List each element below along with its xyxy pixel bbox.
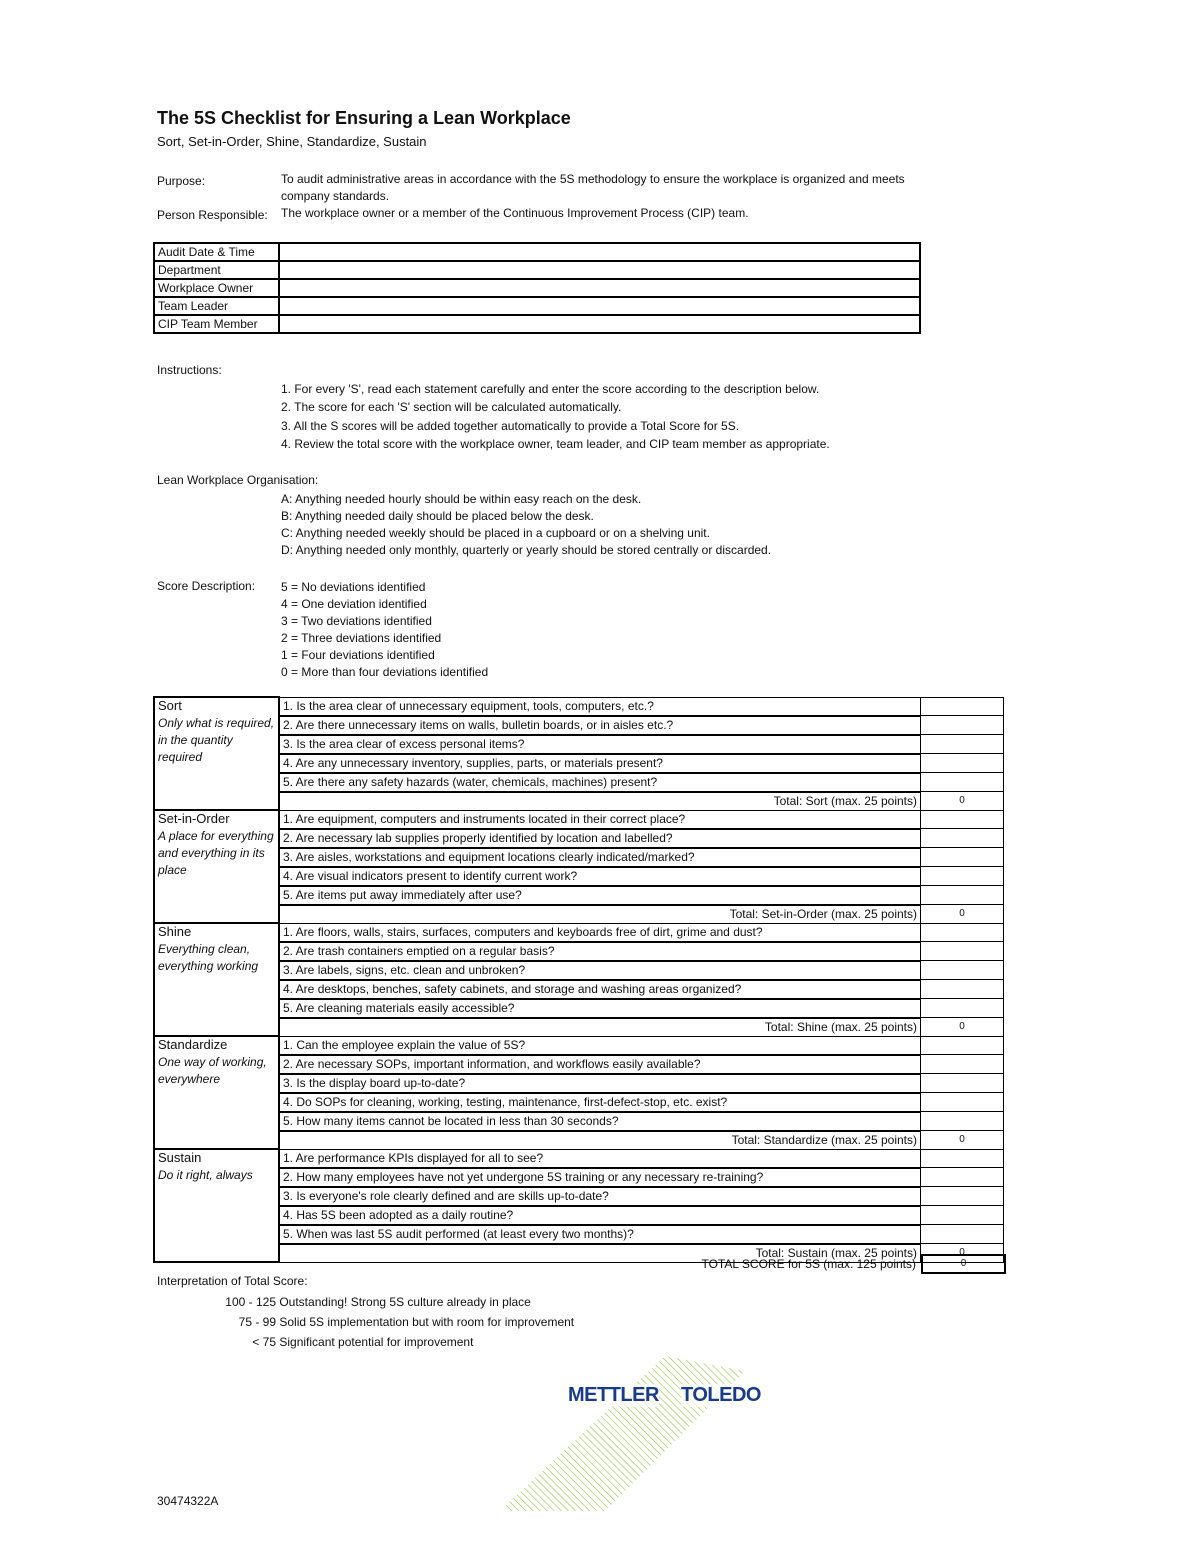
section-total-value: 0 <box>921 1131 1004 1150</box>
section-motto: A place for everything and everything in its place <box>158 829 274 877</box>
question: 1. Are performance KPIs displayed for all to see? <box>279 1149 921 1168</box>
interpretation-item <box>200 1335 700 1355</box>
mettler-toledo-logo <box>505 1356 745 1511</box>
section-name: Sort <box>158 698 182 713</box>
score-input[interactable] <box>921 1168 1004 1187</box>
question: 4. Are desktops, benches, safety cabinets, and storage and washing areas organized? <box>279 980 921 999</box>
question: 2. How many employees have not yet undergone 5S training or any necessary re-training? <box>279 1168 921 1187</box>
score-input[interactable] <box>921 716 1004 735</box>
section-total-label: Total: Sustain (max. 25 points) <box>279 1244 921 1263</box>
logo-text-left: METTLER <box>568 1384 659 1406</box>
question: 5. How many items cannot be located in less than 30 seconds? <box>279 1112 921 1131</box>
organisation-label: Lean Workplace Organisation: <box>157 473 319 487</box>
score-item: 1 = Four deviations identified <box>281 648 435 662</box>
organisation-item: D: Anything needed only monthly, quarterly or yearly should be stored centrally or discarded. <box>281 543 772 557</box>
question: 5. Are there any safety hazards (water, chemicals, machines) present? <box>279 773 921 792</box>
workplace-owner-input[interactable] <box>279 279 920 297</box>
interpretation-list <box>200 1295 700 1355</box>
question: 3. Are aisles, workstations and equipment locations clearly indicated/marked? <box>279 848 921 867</box>
question: 5. When was last 5S audit performed (at least every two months)? <box>279 1225 921 1244</box>
team-leader-input[interactable] <box>279 297 920 315</box>
organisation-list <box>281 491 981 559</box>
question-row <box>154 697 1004 716</box>
question-row <box>154 810 1004 829</box>
question-row <box>154 886 1004 905</box>
score-item: 4 = One deviation identified <box>281 597 427 611</box>
section-total-value: 0 <box>921 1018 1004 1037</box>
score-input[interactable] <box>921 829 1004 848</box>
section-total-label: Total: Standardize (max. 25 points) <box>279 1131 921 1150</box>
interpretation-label: Interpretation of Total Score: <box>157 1274 308 1288</box>
audit-field-label: Audit Date & Time <box>154 243 279 261</box>
interpretation-text: Outstanding! Strong 5S culture already in place <box>279 1295 531 1309</box>
section-total-label: Total: Set-in-Order (max. 25 points) <box>279 905 921 924</box>
question-row <box>154 1187 1004 1206</box>
section-standardize <box>154 1036 279 1149</box>
grand-total-value: 0 <box>921 1254 1006 1274</box>
interpretation-range: < 75 <box>252 1335 276 1349</box>
audit-row <box>154 315 920 333</box>
question: 4. Are visual indicators present to identify current work? <box>279 867 921 886</box>
section-name: Sustain <box>158 1150 202 1165</box>
question: 3. Is everyone's role clearly defined and are skills up-to-date? <box>279 1187 921 1206</box>
document-number: 30474322A <box>157 1494 219 1508</box>
page-subtitle: Sort, Set-in-Order, Shine, Standardize, Sustain <box>157 134 427 149</box>
cip-team-member-input[interactable] <box>279 315 920 333</box>
score-input[interactable] <box>921 1074 1004 1093</box>
section-total-label: Total: Shine (max. 25 points) <box>279 1018 921 1037</box>
score-input[interactable] <box>921 942 1004 961</box>
question: 1. Are floors, walls, stairs, surfaces, computers and keyboards free of dirt, grime and dust? <box>279 923 921 942</box>
organisation-item: A: Anything needed hourly should be within easy reach on the desk. <box>281 492 642 506</box>
instruction-item: 1. For every 'S', read each statement carefully and enter the score according to the description below. <box>281 382 820 396</box>
question: 2. Are necessary SOPs, important information, and workflows easily available? <box>279 1055 921 1074</box>
section-sustain <box>154 1149 279 1262</box>
audit-row <box>154 297 920 315</box>
audit-field-label: Department <box>154 261 279 279</box>
department-input[interactable] <box>279 261 920 279</box>
question-row <box>154 735 1004 754</box>
checklist-table <box>153 696 1004 1263</box>
audit-row <box>154 279 920 297</box>
question-row <box>154 942 1004 961</box>
score-description-label: Score Description: <box>157 579 256 593</box>
question-row <box>154 867 1004 886</box>
instruction-item: 4. Review the total score with the workplace owner, team leader, and CIP team member as appropriate. <box>281 436 830 451</box>
question: 4. Are any unnecessary inventory, supplies, parts, or materials present? <box>279 754 921 773</box>
question: 2. Are there unnecessary items on walls, bulletin boards, or in aisles etc.? <box>279 716 921 735</box>
interpretation-item <box>200 1315 700 1335</box>
purpose-label: Purpose: <box>157 174 206 188</box>
question-row <box>154 980 1004 999</box>
audit-field-label: Workplace Owner <box>154 279 279 297</box>
section-motto: Only what is required, in the quantity required <box>158 716 275 764</box>
organisation-item: C: Anything needed weekly should be placed in a cupboard or on a shelving unit. <box>281 526 710 540</box>
section-motto: One way of working, everywhere <box>158 1055 267 1086</box>
score-input[interactable] <box>921 980 1004 999</box>
question-row <box>154 1225 1004 1244</box>
audit-info-table <box>153 242 921 334</box>
question: 2. Are trash containers emptied on a regular basis? <box>279 942 921 961</box>
question-row <box>154 716 1004 735</box>
interpretation-text: Significant potential for improvement <box>279 1335 474 1349</box>
question: 5. Are cleaning materials easily accessible? <box>279 999 921 1018</box>
audit-date-input[interactable] <box>279 243 920 261</box>
section-name: Set-in-Order <box>158 811 230 826</box>
responsible-label: Person Responsible: <box>157 208 268 222</box>
score-input[interactable] <box>921 1206 1004 1225</box>
section-set-in-order <box>154 810 279 923</box>
score-input[interactable] <box>921 867 1004 886</box>
score-input[interactable] <box>921 1112 1004 1131</box>
audit-row <box>154 261 920 279</box>
question-row <box>154 1206 1004 1225</box>
score-description-list <box>281 579 681 681</box>
question-row <box>154 848 1004 867</box>
score-item: 2 = Three deviations identified <box>281 631 442 645</box>
grand-total-label: TOTAL SCORE for 5S (max. 125 points) <box>701 1257 916 1271</box>
section-name: Standardize <box>158 1037 228 1052</box>
question: 2. Are necessary lab supplies properly identified by location and labelled? <box>279 829 921 848</box>
interpretation-text: Solid 5S implementation but with room for improvement <box>279 1315 575 1329</box>
score-input[interactable] <box>921 697 1004 716</box>
score-input[interactable] <box>921 886 1004 905</box>
audit-row <box>154 243 920 261</box>
interpretation-item <box>200 1295 700 1315</box>
question: 3. Is the display board up-to-date? <box>279 1074 921 1093</box>
purpose-text: To audit administrative areas in accordance with the 5S methodology to ensure the workplace is organized and meets company standards. <box>281 172 905 203</box>
section-shine <box>154 923 279 1036</box>
score-input[interactable] <box>921 1093 1004 1112</box>
page-title: The 5S Checklist for Ensuring a Lean Workplace <box>157 108 571 128</box>
responsible-text: The workplace owner or a member of the Continuous Improvement Process (CIP) team. <box>281 206 749 220</box>
score-input[interactable] <box>921 848 1004 867</box>
question-row <box>154 1074 1004 1093</box>
question-row <box>154 829 1004 848</box>
question-row <box>154 961 1004 980</box>
score-input[interactable] <box>921 1187 1004 1206</box>
question: 1. Are equipment, computers and instruments located in their correct place? <box>279 810 921 829</box>
score-input[interactable] <box>921 1149 1004 1168</box>
section-name: Shine <box>158 924 192 939</box>
section-total-value: 0 <box>921 1244 1004 1263</box>
score-item: 3 = Two deviations identified <box>281 614 432 628</box>
section-total-value: 0 <box>921 905 1004 924</box>
section-total-value: 0 <box>921 792 1004 811</box>
question: 4. Has 5S been adopted as a daily routine? <box>279 1206 921 1225</box>
score-input[interactable] <box>921 961 1004 980</box>
interpretation-range: 100 - 125 <box>225 1295 276 1309</box>
total-row <box>154 792 1004 811</box>
section-sort <box>154 697 279 810</box>
score-input[interactable] <box>921 923 1004 942</box>
score-input[interactable] <box>921 999 1004 1018</box>
score-input[interactable] <box>921 1225 1004 1244</box>
question-row <box>154 1149 1004 1168</box>
question-row <box>154 1112 1004 1131</box>
question-row <box>154 999 1004 1018</box>
total-row <box>154 1131 1004 1150</box>
question-row <box>154 1055 1004 1074</box>
question: 3. Are labels, signs, etc. clean and unbroken? <box>279 961 921 980</box>
section-total-label: Total: Sort (max. 25 points) <box>279 792 921 811</box>
logo-hatch-band <box>505 1356 745 1511</box>
score-input[interactable] <box>921 1055 1004 1074</box>
section-motto: Everything clean, everything working <box>158 942 259 973</box>
score-item: 5 = No deviations identified <box>281 580 426 594</box>
section-motto: Do it right, always <box>158 1168 253 1182</box>
question-row <box>154 754 1004 773</box>
organisation-item: B: Anything needed daily should be placed below the desk. <box>281 509 594 523</box>
question-row <box>154 1036 1004 1055</box>
question-row <box>154 1168 1004 1187</box>
instructions-list <box>281 380 981 453</box>
question-row <box>154 1093 1004 1112</box>
score-item: 0 = More than four deviations identified <box>281 665 489 679</box>
question: 3. Is the area clear of excess personal items? <box>279 735 921 754</box>
score-input[interactable] <box>921 810 1004 829</box>
instruction-item: 3. All the S scores will be added together automatically to provide a Total Score for 5S. <box>281 418 740 433</box>
question: 5. Are items put away immediately after use? <box>279 886 921 905</box>
question: 1. Can the employee explain the value of 5S? <box>279 1036 921 1055</box>
audit-field-label: CIP Team Member <box>154 315 279 333</box>
score-input[interactable] <box>921 1036 1004 1055</box>
instruction-item: 2. The score for each 'S' section will be calculated automatically. <box>281 400 622 415</box>
question-row <box>154 923 1004 942</box>
score-input[interactable] <box>921 754 1004 773</box>
instructions-label: Instructions: <box>157 363 222 377</box>
question: 1. Is the area clear of unnecessary equipment, tools, computers, etc.? <box>279 697 921 716</box>
score-input[interactable] <box>921 773 1004 792</box>
total-row <box>154 905 1004 924</box>
interpretation-range: 75 - 99 <box>238 1315 276 1329</box>
audit-field-label: Team Leader <box>154 297 279 315</box>
question: 4. Do SOPs for cleaning, working, testing, maintenance, first-defect-stop, etc. exist? <box>279 1093 921 1112</box>
logo-text-right: TOLEDO <box>681 1384 761 1406</box>
score-input[interactable] <box>921 735 1004 754</box>
total-row <box>154 1018 1004 1037</box>
question-row <box>154 773 1004 792</box>
